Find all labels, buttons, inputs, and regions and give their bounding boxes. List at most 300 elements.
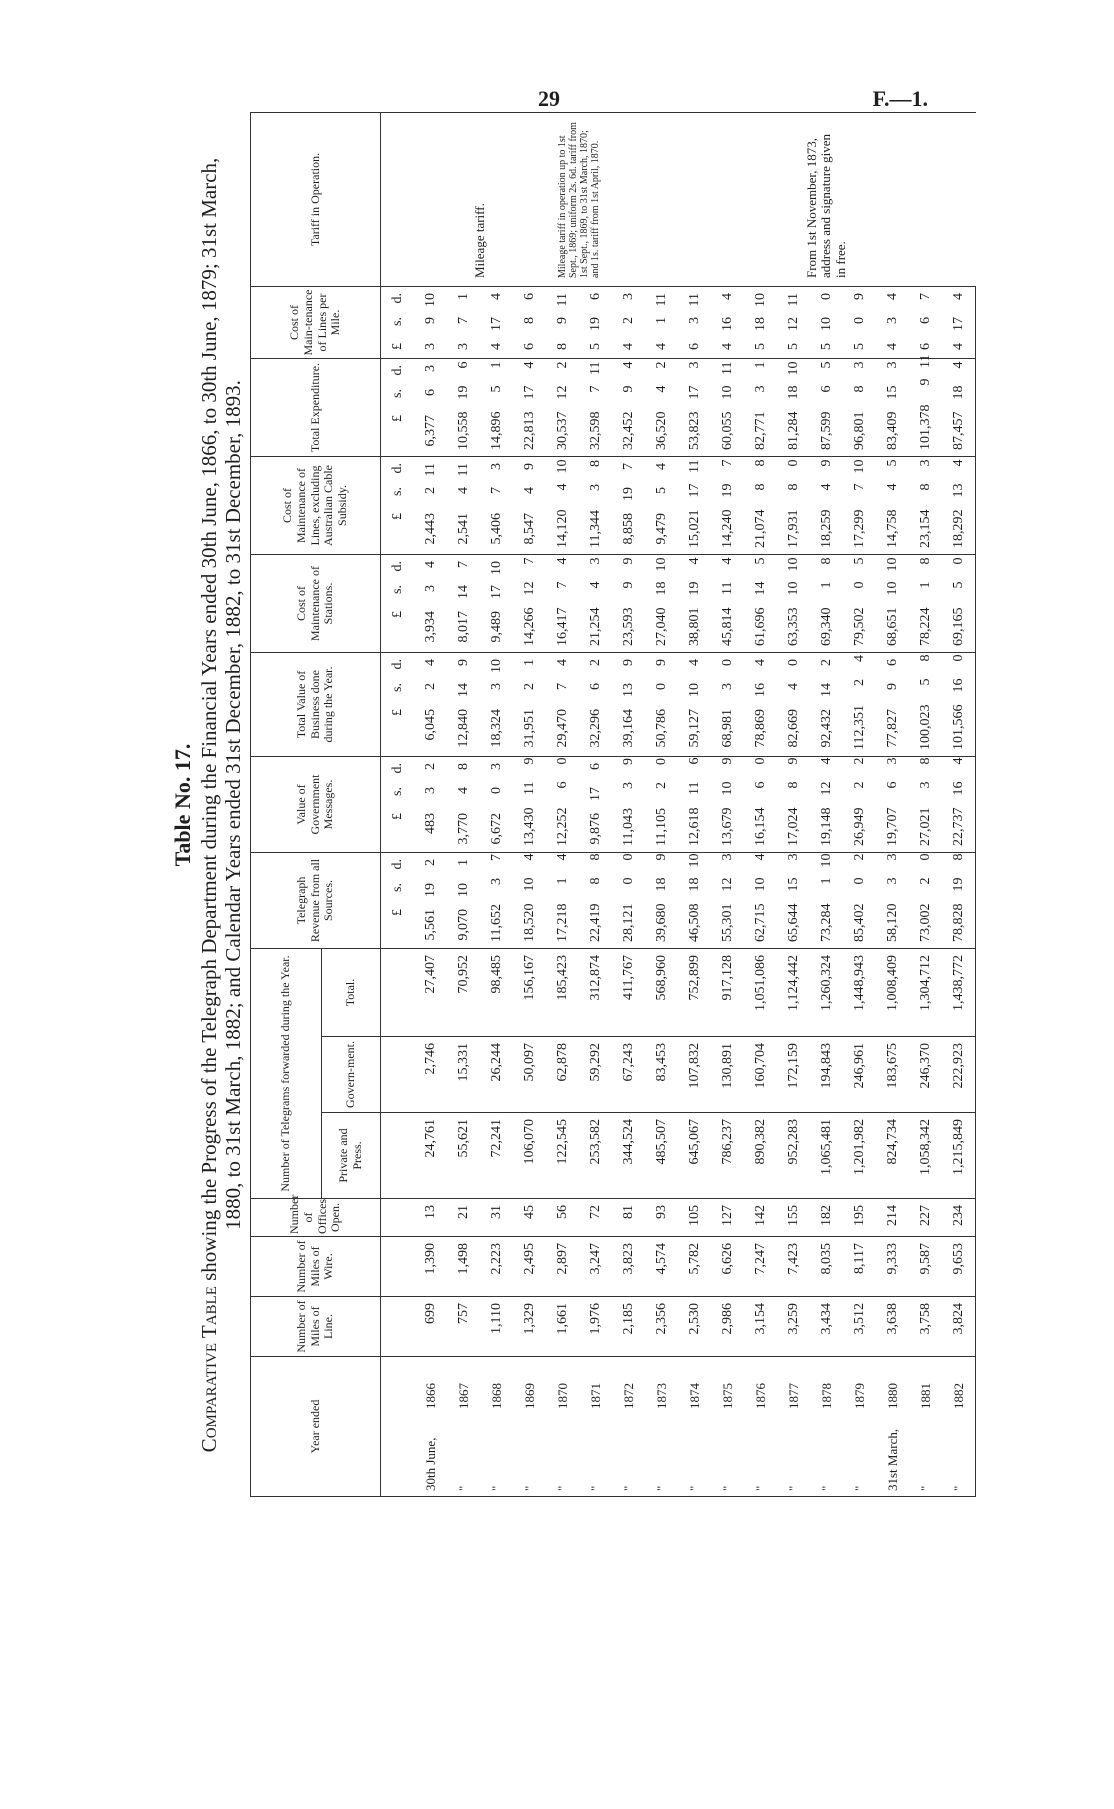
government-cell: 107,832 [678,1037,711,1113]
miles-wire-cell: 5,782 [678,1237,711,1297]
shillings: 12 [818,781,834,796]
tariff-cell: Mileage tariff. [414,113,546,287]
te-cell [843,359,876,457]
private-press-cell: 122,545 [546,1113,579,1199]
pounds: 68,651 [884,607,900,646]
pounds: 12,840 [455,709,471,748]
units-blank [381,949,415,1037]
lsd-value [719,557,736,646]
pence: 2 [851,853,867,861]
table-row [480,113,513,1497]
rev-cell [843,853,876,949]
mlc-cell [447,457,480,555]
shillings: 13 [950,483,966,498]
government-cell: 172,159 [777,1037,810,1113]
pence: 0 [653,758,669,766]
te-cell [777,359,810,457]
pence: 3 [884,853,900,861]
page-number: 29 [538,86,560,111]
unit-s: s. [389,883,405,892]
shillings: 3 [719,683,735,690]
pounds: 5 [587,343,603,350]
pounds: 92,432 [818,709,834,748]
shillings: 3 [686,317,702,324]
government-cell: 50,097 [513,1037,546,1113]
lsd-units [390,763,406,846]
ms-cell [513,555,546,653]
pence: 3 [488,763,504,770]
shillings: 14 [818,683,834,697]
ms-cell [744,555,777,653]
miles-wire-cell: 7,247 [744,1237,777,1297]
ms-cell [447,555,480,653]
miles-wire-cell: 2,495 [513,1237,546,1297]
pounds: 82,771 [752,411,768,450]
shillings: 12 [719,877,735,892]
shillings: 13 [620,683,636,697]
offices-open-cell: 21 [447,1199,480,1237]
header-cost-per-mile-text: Cost of Main-tenance of Lines per Mile. [286,289,343,356]
rev-cell [777,853,810,949]
lsd-value [719,853,736,942]
total-cell: 752,899 [678,949,711,1037]
rev-cell [447,853,480,949]
units-gm [381,757,415,853]
shillings: 19 [719,483,735,498]
total-cell: 156,167 [513,949,546,1037]
government-cell: 246,370 [909,1037,942,1113]
pence: 10 [488,561,504,575]
year-value: 1879 [851,1383,867,1409]
year-cell [414,1357,447,1497]
year-cell [909,1357,942,1497]
unit-pound: £ [389,343,405,350]
lsd-value [950,361,967,450]
shillings: 14 [455,683,471,697]
pence: 6 [686,757,702,765]
pounds: 13,430 [521,807,537,846]
pounds: 32,598 [587,411,603,450]
private-press-cell: 1,065,481 [810,1113,843,1199]
total-cell: 1,008,409 [876,949,909,1037]
lsd-value [950,853,967,942]
header-maint-stations [251,555,381,653]
total-cell: 1,304,712 [909,949,942,1037]
lsd-value [950,557,967,646]
header-gov-messages-text: Value of Government Messages. [293,774,336,835]
offices-open-cell: 56 [546,1199,579,1237]
lsd-value [917,853,934,942]
year-cell [546,1357,579,1497]
miles-wire-cell: 9,587 [909,1237,942,1297]
bv-cell [612,653,645,757]
miles-line-cell: 3,259 [777,1297,810,1357]
government-cell: 59,292 [579,1037,612,1113]
pence: 4 [950,459,966,467]
lsd-value [950,459,967,548]
ms-cell [810,555,843,653]
shillings: 14 [752,581,768,596]
table-row [744,113,777,1497]
shillings: 4 [455,787,471,794]
shillings: 19 [686,581,702,596]
gm-cell [942,757,976,853]
miles-line-cell: 757 [447,1297,480,1357]
pounds: 21,254 [587,607,603,646]
pounds: 2,443 [422,513,438,545]
shillings: 17 [686,385,702,400]
lsd-value [423,561,439,646]
pounds: 8,547 [521,513,537,545]
pence: 2 [554,361,570,369]
unit-s: s. [389,487,405,496]
private-press-cell: 344,524 [612,1113,645,1199]
total-cell: 1,124,442 [777,949,810,1037]
mlc-cell [645,457,678,555]
pounds: 55,301 [719,903,735,942]
bv-cell [909,653,942,757]
shillings: 3 [884,877,900,885]
header-miles-wire: Number of Miles of Wire. [251,1237,381,1297]
cpm-cell [909,287,942,359]
shillings: 18 [653,581,669,596]
year-prefix: " [521,1485,537,1491]
lsd-value [752,853,769,942]
pence: 10 [653,557,669,572]
lsd-value [884,361,901,450]
private-press-cell: 824,734 [876,1113,909,1199]
pounds: 39,680 [653,903,669,942]
header-maint-lines [251,457,381,555]
lsd-value [818,757,835,846]
shillings: 6 [917,317,933,324]
total-cell: 185,423 [546,949,579,1037]
shillings: 6 [752,781,768,789]
shillings: 8 [785,781,801,789]
pence: 7 [488,854,504,862]
pounds: 73,284 [818,903,834,942]
miles-wire-cell: 3,247 [579,1237,612,1297]
pence: 3 [884,361,900,369]
pence: 10 [686,853,702,868]
lsd-units [390,859,406,942]
rev-cell [579,853,612,949]
units-bv [381,653,415,757]
te-cell [513,359,546,457]
lsd-value [587,361,604,450]
pence: 11 [455,463,471,477]
shillings: 1 [653,317,669,324]
offices-open-cell: 81 [612,1199,645,1237]
ms-cell [480,555,513,653]
units-ms [381,555,415,653]
shillings: 7 [554,683,570,690]
cpm-cell [414,287,447,359]
pounds: 5,561 [422,909,438,941]
table-row [612,113,645,1497]
year-value: 1881 [917,1383,933,1409]
lsd-value [885,659,901,750]
lsd-value [653,361,670,450]
pounds: 4 [620,343,636,350]
mlc-cell [711,457,744,555]
private-press-cell: 72,241 [480,1113,513,1199]
pounds: 17,218 [554,903,570,942]
pence: 8 [455,763,471,770]
pence: 0 [950,654,966,662]
total-cell: 312,874 [579,949,612,1037]
pence: 3 [422,365,438,372]
pence: 3 [719,853,735,861]
ms-cell [843,555,876,653]
table-row [678,113,711,1497]
pence: 11 [917,354,933,368]
mlc-cell [480,457,513,555]
pounds: 22,737 [950,807,966,846]
year-cell [612,1357,645,1497]
ms-cell [942,555,976,653]
lsd-value [917,354,934,450]
shillings: 15 [785,877,801,892]
lsd-value [884,459,901,548]
pounds: 4 [653,343,669,350]
pounds: 26,949 [851,807,867,846]
tariff-cell: Mileage tariff in operation up to 1st Sept., 1869; uniform 2s. 6d. tariff from 1st Sept., 1869, to 31st March, 1870; and 1s. tariff from 1st April, 1870. [546,113,612,287]
lsd-value [423,365,439,450]
shillings: 3 [488,878,504,886]
pence: 2 [818,659,834,666]
shillings: 4 [587,581,603,589]
pounds: 69,340 [818,607,834,646]
pounds: 4 [884,343,900,350]
lsd-value [852,293,868,352]
header-business-value [251,653,381,757]
pounds: 23,593 [620,607,636,646]
shillings: 18 [752,317,768,331]
pounds: 11,652 [488,904,504,942]
pence: 4 [851,655,867,663]
shillings: 17 [686,483,702,498]
offices-open-cell: 72 [579,1199,612,1237]
header-year-ended: Year ended [251,1357,381,1497]
private-press-cell: 1,215,849 [942,1113,976,1199]
lsd-value [554,853,571,942]
unit-s: s. [389,389,405,398]
pence: 0 [554,757,570,765]
pence: 10 [851,459,867,474]
shillings: 17 [521,385,537,400]
te-cell [876,359,909,457]
pence: 5 [884,459,900,467]
lsd-value [752,459,769,548]
pounds: 23,154 [917,509,933,548]
pounds: 8,017 [455,611,471,643]
year-value: 1873 [653,1383,669,1409]
cpm-cell [843,287,876,359]
te-cell [645,359,678,457]
caption-prefix: Comparative Table [197,1286,221,1453]
header-gov-messages [251,757,381,853]
pounds: 85,402 [851,903,867,942]
bv-cell [678,653,711,757]
shillings: 3 [620,782,636,790]
offices-open-cell: 214 [876,1199,909,1237]
lsd-value [423,763,439,846]
gm-cell [678,757,711,853]
shillings: 2 [521,683,537,690]
year-prefix: " [587,1485,603,1491]
lsd-value [456,561,472,646]
lsd-value [621,659,637,750]
cpm-cell [942,287,976,359]
table-row [579,113,612,1497]
lsd-value [588,293,604,352]
pounds: 101,566 [950,704,966,750]
bv-cell [414,653,447,757]
shillings: 1 [554,877,570,885]
unit-pound: £ [389,513,405,520]
shillings: 1 [818,581,834,589]
lsd-value [752,361,769,450]
pence: 0 [719,659,735,666]
rev-cell [546,853,579,949]
lsd-value [521,853,538,942]
lsd-value [818,459,835,548]
units-blank [381,1199,415,1237]
pounds: 36,520 [653,411,669,450]
cpm-cell [810,287,843,359]
ms-cell [678,555,711,653]
pence: 10 [752,293,768,307]
pounds: 19,148 [818,807,834,846]
shillings: 1 [818,877,834,885]
shillings: 3 [422,585,438,592]
private-press-cell: 24,761 [414,1113,447,1199]
lsd-value [522,463,538,548]
year-prefix: " [785,1485,801,1491]
year-prefix: " [950,1485,966,1491]
bv-cell [546,653,579,757]
pence: 3 [851,361,867,369]
miles-wire-cell: 6,626 [711,1237,744,1297]
pence: 0 [818,293,834,300]
pounds: 68,981 [719,709,735,748]
pence: 4 [752,853,768,861]
rev-cell [711,853,744,949]
lsd-value [720,659,736,750]
header-revenue-text: Telegraph Revenue from all Sources. [293,858,336,943]
miles-line-cell: 2,185 [612,1297,645,1357]
table-number-title: Table No. 17. [170,743,195,867]
pence: 1 [521,659,537,666]
lsd-value [785,757,802,846]
offices-open-cell: 142 [744,1199,777,1237]
miles-line-cell: 1,661 [546,1297,579,1357]
lsd-value [917,459,934,548]
pounds: 6 [686,343,702,350]
lsd-value [654,463,670,548]
cpm-cell [579,287,612,359]
unit-d: d. [389,659,405,670]
lsd-value [686,459,703,548]
pence: 3 [620,293,636,300]
pence: 8 [818,557,834,565]
shillings: 10 [752,877,768,892]
mlc-cell [876,457,909,555]
pence: 1 [752,361,768,369]
unit-pound: £ [389,813,405,820]
year-prefix: " [653,1485,669,1491]
year-prefix: " [488,1485,504,1491]
bv-cell [579,653,612,757]
shillings: 8 [752,483,768,491]
year-value: 1882 [950,1383,966,1409]
pounds: 9,489 [488,611,504,643]
pounds: 3 [455,343,471,350]
pounds: 16,154 [752,807,768,846]
pounds: 5 [785,343,801,350]
pounds: 8,858 [620,513,636,545]
pence: 9 [719,757,735,765]
year-cell [711,1357,744,1497]
table-row [414,113,447,1497]
cpm-cell [480,287,513,359]
table-caption [198,105,245,1505]
pounds: 13,679 [719,807,735,846]
lsd-value [587,853,604,942]
pounds: 22,813 [521,411,537,450]
miles-line-cell: 1,110 [480,1297,513,1357]
lsd-value [489,293,505,352]
pence: 9 [620,758,636,766]
ms-cell [909,555,942,653]
bv-cell [744,653,777,757]
pence: 9 [620,659,636,666]
miles-line-cell: 1,329 [513,1297,546,1357]
offices-open-cell: 195 [843,1199,876,1237]
pence: 0 [950,557,966,565]
lsd-value [554,757,571,846]
pounds: 6,672 [488,813,504,845]
miles-line-cell: 699 [414,1297,447,1357]
units-te [381,359,415,457]
private-press-cell: 952,283 [777,1113,810,1199]
pounds: 38,801 [686,607,702,646]
pounds: 18,259 [818,509,834,548]
miles-wire-cell: 7,423 [777,1237,810,1297]
pounds: 11,105 [653,808,669,846]
lsd-value [653,557,670,646]
lsd-value [884,853,901,942]
lsd-value [620,361,637,450]
unit-s: s. [389,585,405,594]
pence: 11 [686,293,702,307]
pence: 6 [884,659,900,666]
lsd-value [654,659,670,750]
pounds: 9,479 [653,513,669,545]
pounds: 14,240 [719,509,735,548]
shillings: 7 [455,317,471,324]
pence: 4 [554,659,570,666]
shillings: 0 [851,877,867,885]
private-press-cell: 106,070 [513,1113,546,1199]
pence: 11 [686,459,702,473]
gm-cell [909,757,942,853]
pounds: 22,419 [587,903,603,942]
year-prefix: " [554,1485,570,1491]
shillings: 17 [587,787,603,801]
rev-cell [942,853,976,949]
